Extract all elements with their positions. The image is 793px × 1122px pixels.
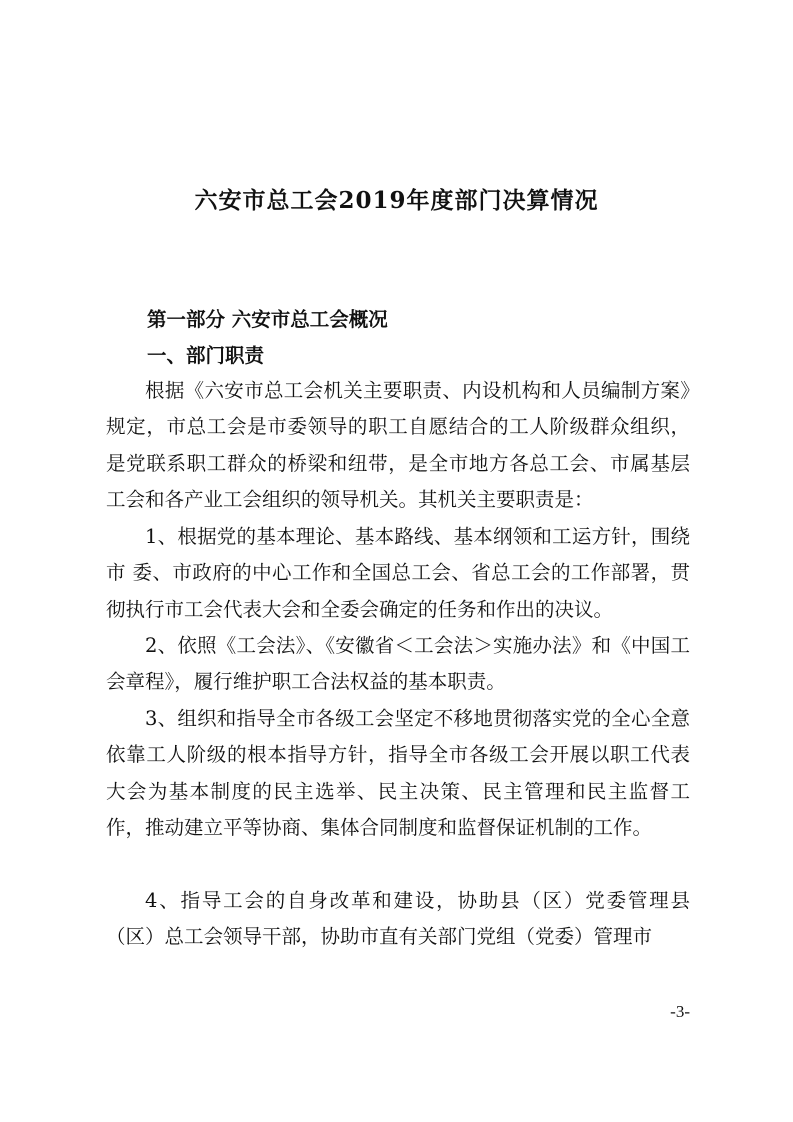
part-heading: 第一部分 六安市总工会概况: [147, 308, 388, 331]
duty-paragraph-4: 4、指导工会的自身改革和建设，协助县（区）党委管理县（区）总工会领导干部，协助市直有关部门党组（党委）管理市: [106, 889, 690, 949]
duty-paragraph-2: 2、依照《工会法》、《安徽省＜工会法＞实施办法》和《中国工会章程》，履行维护职工合法权益的基本职责。: [106, 634, 690, 694]
duty-paragraph-3: 3、组织和指导全市各级工会坚定不移地贯彻落实党的全心全意依靠工人阶级的根本指导方针，指导全市各级工会开展以职工代表大会为基本制度的民主选举、民主决策、民主管理和民主监督工作，推动建立平等协商、集体合同制度和监督保证机制的工作。: [106, 707, 690, 840]
page-number: -3-: [670, 1002, 690, 1021]
section-heading: 一、部门职责: [147, 344, 265, 367]
document-title: 六安市总工会2019年度部门决算情况: [194, 187, 599, 214]
duty-paragraph-1: 1、根据党的基本理论、基本路线、基本纲领和工运方针，围绕市 委、市政府的中心工作和全国总工会、省总工会的工作部署，贯彻执行市工会代表大会和全委会确定的任务和作出的决议。: [106, 525, 690, 621]
intro-paragraph: 根据《六安市总工会机关主要职责、内设机构和人员编制方案》规定，市总工会是市委领导的职工自愿结合的工人阶级群众组织，是党联系职工群众的桥梁和纽带，是全市地方各总工会、市属基层工会和各产业工会组织的领导机关。其机关主要职责是：: [106, 379, 690, 512]
